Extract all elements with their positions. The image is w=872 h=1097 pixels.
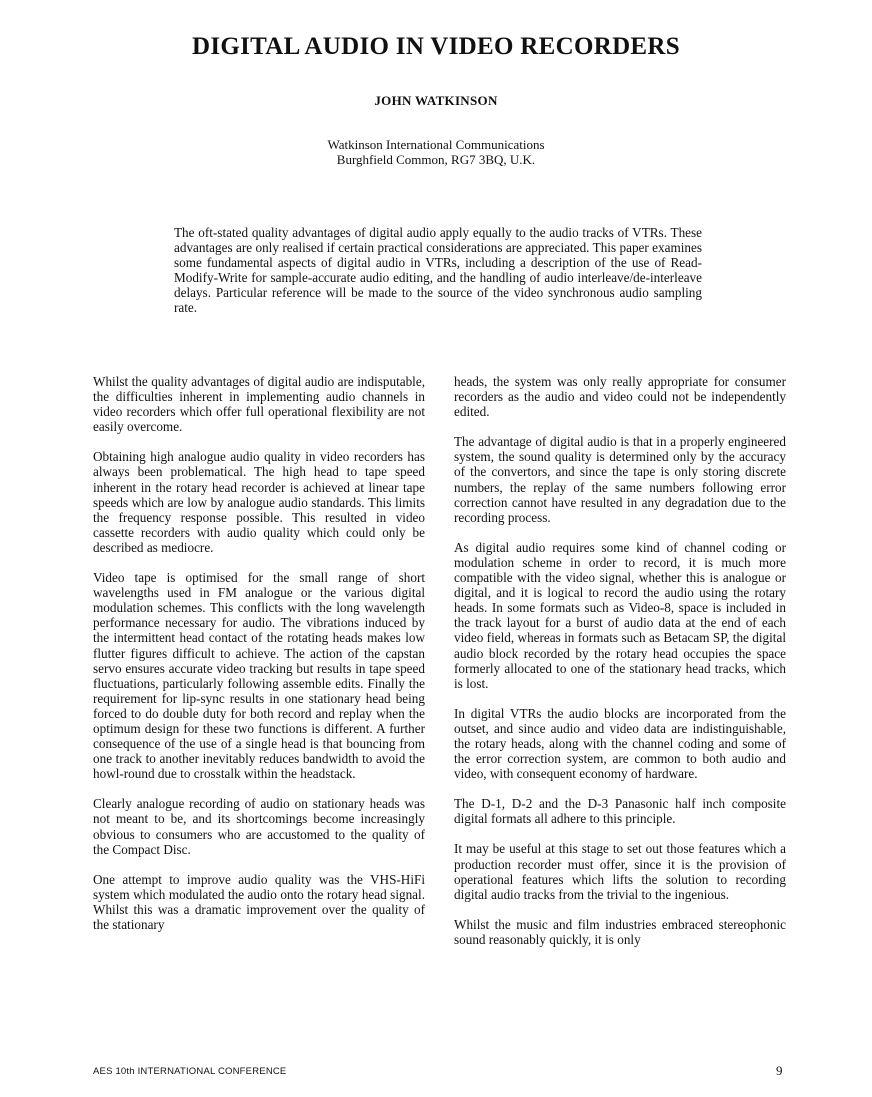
paragraph: One attempt to improve audio quality was the VHS-HiFi system which modulated the audio onto the rotary head signal. Whilst this was a dramatic improvement over the quality of the stationary (93, 871, 425, 932)
paragraph: In digital VTRs the audio blocks are incorporated from the outset, and since audio and video data are indistinguishable, the rotary heads, along with the channel coding and some of the error correction system, are common to both audio and video, with consequent economy of hardware. (454, 705, 786, 782)
paragraph: heads, the system was only really appropriate for consumer recorders as the audio and video could not be independently edited. (454, 374, 786, 420)
paragraph: Whilst the quality advantages of digital audio are indisputable, the difficulties inherent in implementing audio channels in video recorders which offer full operational flexibility are not easily overcome. (93, 374, 425, 435)
paragraph: As digital audio requires some kind of channel coding or modulation scheme in order to record, it is much more compatible with the video signal, whether this is analogue or digital, and it is logical to record the audio using the rotary heads. In some formats such as Video-8, space is included in the track layout for a burst of audio data at the end of each video field, whereas in formats such as Betacam SP, the digital audio block recorded by the rotary head occupies the space formerly allocated to one of the stationary head tracks, which is lost. (454, 539, 786, 691)
paragraph: Obtaining high analogue audio quality in video recorders has always been problematical. The high head to tape speed inherent in the rotary head recorder is achieved at linear tape speeds which are low by analogue audio standards. This limits the frequency response possible. This resulted in video cassette recorders with audio quality which could only be described as mediocre. (93, 449, 425, 555)
paragraph: The advantage of digital audio is that in a properly engineered system, the sound quality is determined only by the accuracy of the convertors, and since the tape is only storing discrete numbers, the replay of the same numbers following error correction cannot have resulted in any degradation due to the recording process. (454, 434, 786, 525)
paragraph: Clearly analogue recording of audio on stationary heads was not meant to be, and its shortcomings become increasingly obvious to consumers who are accustomed to the quality of the Compact Disc. (93, 796, 425, 857)
page-number: 9 (776, 1063, 783, 1078)
affiliation (0, 137, 872, 167)
abstract: The oft-stated quality advantages of digital audio apply equally to the audio tracks of VTRs. These advantages are only realised if certain practical considerations are appreciated. This paper examines some fundamental aspects of digital audio in VTRs, including a description of the use of Read-Modify-Write for sample-accurate audio editing, and the handling of audio interleave/de-interleave delays. Particular reference will be made to the source of the video synchronous audio sampling rate. (174, 225, 702, 316)
paragraph: It may be useful at this stage to set out those features which a production recorder must offer, since it is the provision of operational features which lifts the solution to recording digital audio tracks from the trivial to the ingenious. (454, 841, 786, 902)
affiliation-line-1: Watkinson International Communications (327, 137, 545, 152)
paper-title: DIGITAL AUDIO IN VIDEO RECORDERS (192, 33, 680, 60)
right-column (454, 374, 786, 962)
paragraph: Video tape is optimised for the small range of short wavelengths used in FM analogue or the various digital modulation schemes. This conflicts with the long wavelength performance necessary for audio. The vibrations induced by the intermittent head contact of the rotating heads makes low flutter figures difficult to achieve. The action of the capstan servo ensures accurate video tracking but results in tape speed fluctuations, particularly following assemble edits. Finally the requirement for lip-sync results in one stationary head being forced to do double duty for both record and replay when the optimum design for these two functions is different. A further consequence of the use of a single head is that bouncing from one track to another inevitably reduces bandwidth to avoid the howl-round due to crosstalk within the headstack. (93, 570, 425, 782)
footer-conference: AES 10th INTERNATIONAL CONFERENCE (93, 1066, 287, 1077)
paragraph: Whilst the music and film industries embraced stereophonic sound reasonably quickly, it is only (454, 916, 786, 947)
paragraph: The D-1, D-2 and the D-3 Panasonic half inch composite digital formats all adhere to this principle. (454, 796, 786, 827)
left-column (93, 374, 425, 947)
author-name: JOHN WATKINSON (374, 93, 498, 108)
affiliation-line-2: Burghfield Common, RG7 3BQ, U.K. (336, 152, 536, 167)
